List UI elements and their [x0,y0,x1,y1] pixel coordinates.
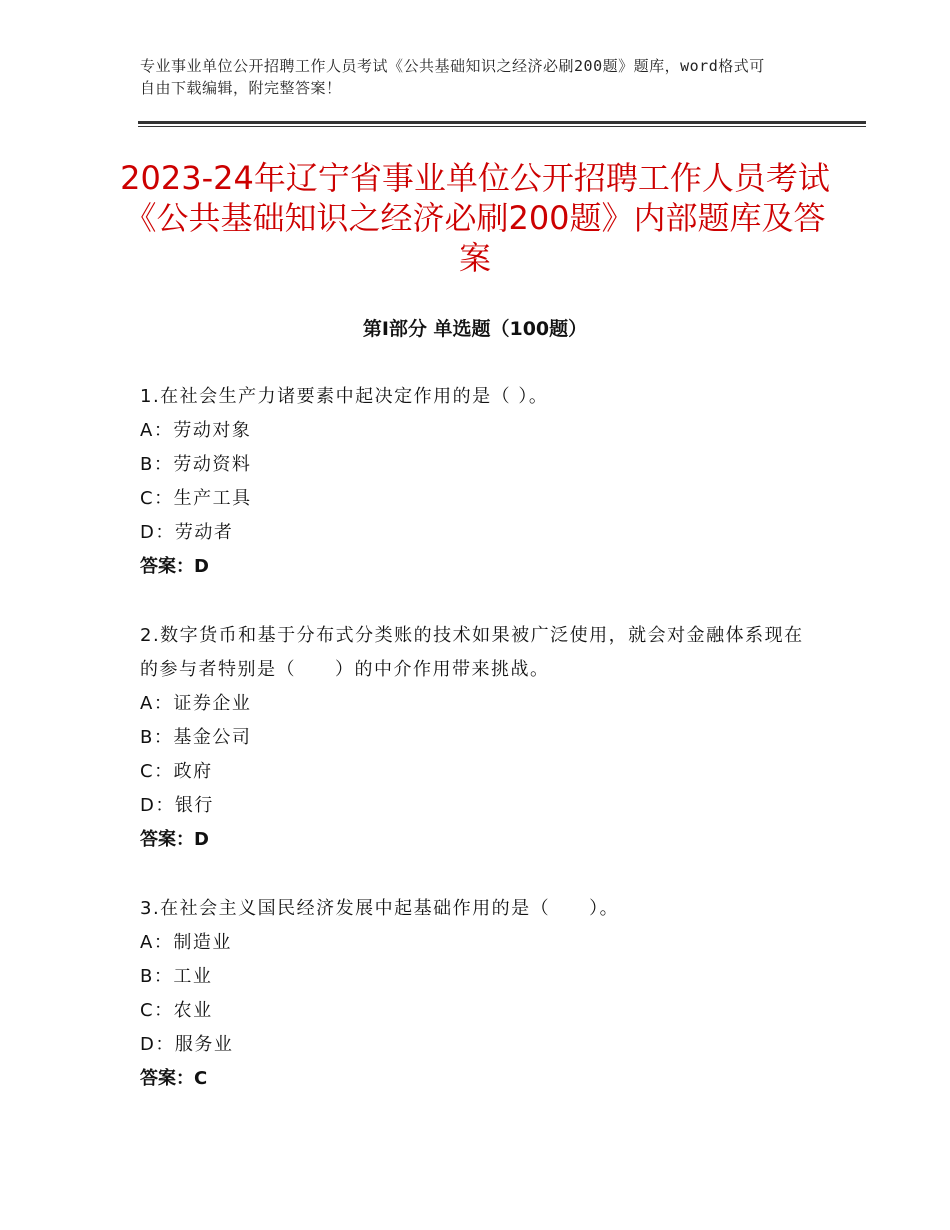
question-stem: 2.数字货币和基于分布式分类账的技术如果被广泛使用，就会对金融体系现在的参与者特别是（ ）的中介作用带来挑战。 [140,625,804,680]
option-c: C：生产工具 [140,488,252,509]
document-title: 2023-24年辽宁省事业单位公开招聘工作人员考试《公共基础知识之经济必刷200题》内部题库及答案 [120,159,830,277]
header-rule-thin [138,126,866,127]
answer: 答案：D [140,556,209,577]
header-note: 专业事业单位公开招聘工作人员考试《公共基础知识之经济必刷200题》题库，word格式可自由下载编辑，附完整答案！ [140,57,765,97]
option-a: A：劳动对象 [140,420,252,441]
option-b: B：工业 [140,966,213,987]
option-b: B：基金公司 [140,727,252,748]
option-a: A：证券企业 [140,693,252,714]
answer: 答案：D [140,829,209,850]
question-2 [140,619,820,857]
question-stem: 3.在社会主义国民经济发展中起基础作用的是（ ）。 [140,898,620,919]
question-1 [140,380,820,584]
option-d: D：劳动者 [140,522,234,543]
section-title: 第Ⅰ部分 单选题（100题） [362,318,588,340]
question-stem: 1.在社会生产力诸要素中起决定作用的是（ ）。 [140,386,549,407]
question-3 [140,892,820,1096]
header-rule-thick [138,121,866,124]
option-c: C：农业 [140,1000,213,1021]
option-a: A：制造业 [140,932,232,953]
answer: 答案：C [140,1068,208,1089]
option-c: C：政府 [140,761,213,782]
option-d: D：服务业 [140,1034,234,1055]
option-d: D：银行 [140,795,214,816]
option-b: B：劳动资料 [140,454,252,475]
